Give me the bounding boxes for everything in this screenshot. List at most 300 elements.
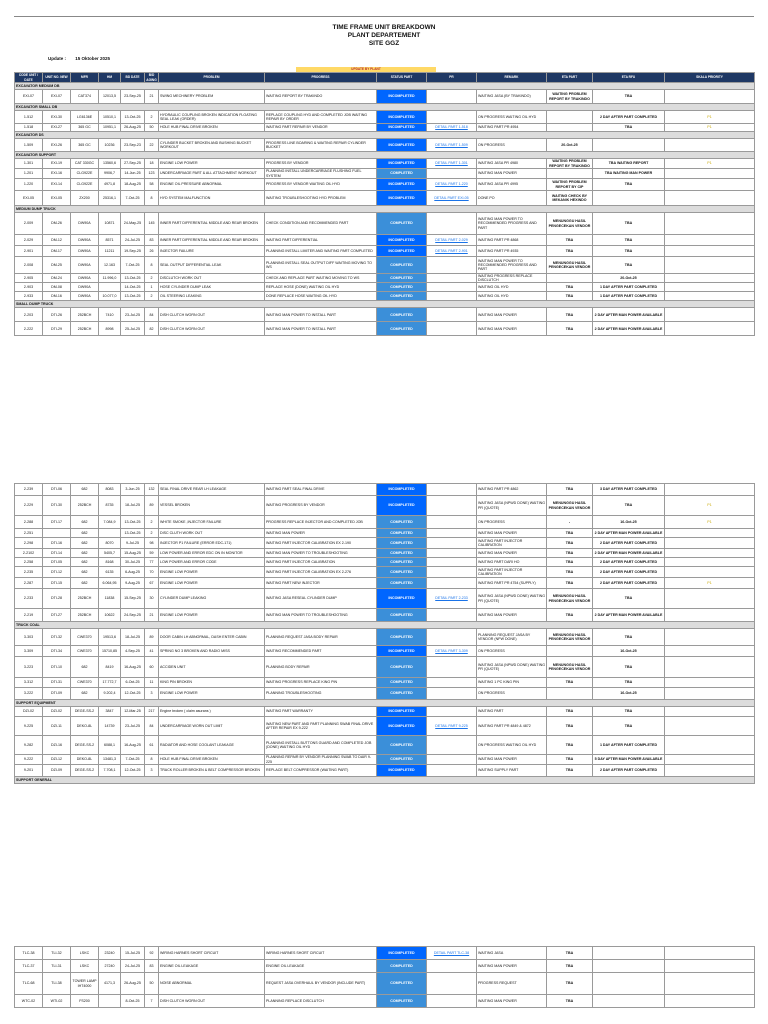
cell-mfr: 252BCH [71,308,99,322]
cell-problem: HOLE HUB FINAL DRIVE BROKEN [159,124,265,132]
cell-eta-part: MENUNGGU HASIL PENGECEKAN VENDOR [547,213,593,235]
cell-remark: ON PROGRESS [477,139,547,152]
cell-remark: WAITING OIL HYD [477,292,547,301]
cell-mfr: DEGE-SS-2 [71,707,99,717]
cell-bd-date: 3-Jun-25 [121,484,145,496]
table-row[interactable] [15,213,755,235]
cell-mfr: CWE370 [71,629,99,646]
cell-hm: 6088,1 [99,736,121,755]
cell-status-part: COMPLETED [377,578,427,589]
cell-problem: DISH CLUTCH WORN OUT [159,322,265,336]
cell-bd-date: 23-Sep-25 [121,90,145,104]
cell-remark: PLANNING REQUEST JASA BY VENDOR (NPW DONE) [477,629,547,646]
cell-status-part: COMPLETED [377,973,427,995]
table-row[interactable] [15,90,755,104]
cell-hm [99,283,121,292]
cell-problem: KING PIN BROKEN [159,678,265,688]
cell-pr[interactable]: DETAIL PART TLC-38 [427,947,477,960]
cell-eta-rfu: 1 DAY AFTER PART COMPLETED [593,283,665,292]
cell-bd-date: 9-Jul-25 [121,538,145,549]
table-row[interactable] [15,529,755,538]
cell-mfr: DW90A [71,246,99,257]
column-header-remark: REMARK [477,73,547,83]
cell-bd-date: 13-Oct-25 [121,292,145,301]
cell-eta-part: TBA [547,765,593,777]
cell-pr [427,688,477,700]
column-header-bd-aging: B/D AGING [146,73,157,82]
cell-unit-code: 2-287 [15,578,43,589]
cell-pr [427,549,477,558]
cell-status-part: COMPLETED [377,678,427,688]
table-row[interactable] [15,257,755,274]
cell-status-part: INCOMPLETED [377,90,427,104]
cell-progress: WAITING PROGRESS BY VENDOR [265,496,377,516]
cell-unit-code: 2-229 [15,496,43,516]
table-row[interactable] [15,538,755,549]
cell-bd-aging: 21 [145,609,159,622]
cell-remark: WAITING MAN POWER TO RECOMMENDED PROGRESS AND PART [477,257,547,274]
column-header-eta-part: ETA PART [547,73,593,83]
cell-problem: ACCIDEN UNIT [159,657,265,678]
cell-mfr: CAT 330GC [71,159,99,169]
table-row[interactable] [15,973,755,995]
cell-status-part: COMPLETED [377,274,427,283]
cell-progress: CHECK CONDITION AND RECOMMENDED PART [265,213,377,235]
cell-priority [665,246,755,257]
column-header-mfr: MFR [71,73,99,83]
cell-bd-date: 23-Jul-25 [121,717,145,736]
cell-unit-code: 3-222 [15,688,43,700]
cell-pr[interactable]: DETAIL PART 2-901 [427,246,477,257]
cell-progress: WAITING PART INJECTOR CALIBRATION [265,558,377,567]
cell-pr[interactable]: DETAIL PART 1-220 [427,179,477,191]
section-row [15,152,755,159]
cell-bd-aging: 98 [145,538,159,549]
table-row[interactable] [15,609,755,622]
cell-eta-part: TBA [547,995,593,1008]
cell-eta-part: WAITING PROBLEM REPORT BY CIP [547,179,593,191]
table-row[interactable] [15,179,755,191]
cell-priority: P1 [665,159,755,169]
section-row [15,777,755,784]
section-row [15,700,755,707]
cell-unit-no: DTI-16 [43,538,71,549]
cell-problem: SWING MECHINERY PROBLEM [159,90,265,104]
cell-pr[interactable]: DETAIL PART 3-309 [427,646,477,657]
cell-status-part: COMPLETED [377,538,427,549]
cell-eta-part [547,111,593,124]
table-row[interactable] [15,567,755,578]
cell-bd-date: 30-Jul-25 [121,558,145,567]
cell-bd-aging: 3 [145,765,159,777]
cell-unit-code: 2-219 [15,609,43,622]
cell-unit-code: 3-309 [15,646,43,657]
cell-problem: ENGINE LOW POWER [159,159,265,169]
cell-problem: WHITE SMOKE ,INJECTOR FAILURE [159,516,265,529]
cell-priority [665,257,755,274]
cell-bd-date: 12-Oct-25 [121,765,145,777]
cell-remark: WAITING PART INJECTOR CALIBRATION [477,567,547,578]
cell-priority [665,139,755,152]
cell-bd-date: 13-Oct-25 [121,111,145,124]
cell-bd-date: 23-Jul-25 [121,308,145,322]
section-label: MEDIUM DUMP TRUCK [15,206,755,213]
cell-eta-rfu: TBA [593,213,665,235]
table-row[interactable] [15,629,755,646]
cell-problem: INJECTOR FAILURE [159,246,265,257]
cell-remark: WAITING PART DARI HO [477,558,547,567]
cell-pr[interactable]: DETAIL PART 9-225 [427,717,477,736]
cell-unit-code: 9-222 [15,755,43,765]
cell-progress: PLANNING REQUEST JASA BODY REPAIR [265,629,377,646]
cell-bd-date: 26-Aug-25 [121,124,145,132]
breakdown-table-3 [14,946,755,1008]
table-row[interactable] [15,688,755,700]
cell-status-part: COMPLETED [377,558,427,567]
report-header [0,24,768,48]
cell-problem: SEAL FINAL DRIVE REAR LH LEAKAGE [159,484,265,496]
cell-eta-part: TBA [547,960,593,973]
cell-eta-rfu: 2 DAY AFTER MAN POWER AVAILABLE [593,308,665,322]
cell-progress: WAITING PART SEAL FINAL DRIVE [265,484,377,496]
cell-problem: CYLINDER DUMP LEAKING [159,589,265,609]
table-row[interactable] [15,558,755,567]
cell-eta-rfu: TBA [593,707,665,717]
cell-unit-code: 2-203 [15,308,43,322]
cell-bd-aging: 89 [145,496,159,516]
table-row[interactable] [15,159,755,169]
cell-bd-date: 25-Jul-25 [121,322,145,336]
table-row[interactable] [15,646,755,657]
cell-progress: PLANNING REPAIR BY VENDOR PLANNING SWAB TO DAIR 9-225 [265,755,377,765]
cell-bd-aging: 2 [145,529,159,538]
table-row[interactable] [15,678,755,688]
cell-remark: DONE PO [477,191,547,206]
cell-remark: WAITING JASA (BY TRAKINDO) [477,90,547,104]
cell-bd-date: 24-Jul-25 [121,960,145,973]
table-row[interactable] [15,274,755,283]
cell-mfr: 682 [71,549,99,558]
cell-unit-no: EXI-30 [43,111,71,124]
cell-bd-aging: 50 [145,973,159,995]
table-row[interactable] [15,707,755,717]
table-row[interactable] [15,308,755,322]
cell-bd-date: 24-Sep-25 [121,609,145,622]
cell-bd-aging: 2 [145,274,159,283]
table-row[interactable] [15,246,755,257]
cell-problem: DISH CLUTCH WORN OUT [159,995,265,1008]
cell-status-part: COMPLETED [377,257,427,274]
cell-hm: 13560,6 [99,159,121,169]
cell-eta-rfu [593,191,665,206]
cell-progress: WAITING MAN POWER TO INSTALL PART [265,308,377,322]
cell-unit-code: 2-008 [15,257,43,274]
table-row[interactable] [15,191,755,206]
cell-problem: CYLINDER BUCKET BROKEN AND BUSHING BUCKET WORKOUT [159,139,265,152]
cell-pr[interactable]: DETAIL PART 1-518 [427,124,477,132]
cell-hm: 15710,85 [99,646,121,657]
cell-eta-part: MENUNGGU HASIL PENGECEKAN VENDOR [547,257,593,274]
cell-status-part: INCOMPLETED [377,947,427,960]
cell-remark: WAITING PART PR 4754 (SUPPLY) [477,578,547,589]
cell-eta-part: TBA [547,529,593,538]
cell-mfr: 682 [71,529,99,538]
cell-pr [427,973,477,995]
cell-eta-rfu: TBA [593,589,665,609]
cell-remark: WAITING MAN POWER TO RECOMMENDED PROGRESS AND PART [477,213,547,235]
cell-hm: 9.202,4 [99,688,121,700]
cell-bd-aging: 2 [145,292,159,301]
table-row[interactable] [15,124,755,132]
cell-hm: 25316,1 [99,191,121,206]
cell-problem: INNER PART DIFFERENTIAL MIDDLE AND REAR BROKEN [159,235,265,246]
cell-unit-no: DTI-05 [43,558,71,567]
update-line [48,56,110,61]
cell-eta-part: TBA [547,947,593,960]
cell-unit-no: DTI-27 [43,609,71,622]
cell-status-part: INCOMPLETED [377,179,427,191]
column-header-bd-date: BD DATE [121,73,145,83]
cell-eta-rfu: TBA [593,179,665,191]
cell-unit-code: 1-220 [15,179,43,191]
cell-eta-part: TBA [547,246,593,257]
cell-pr [427,292,477,301]
cell-eta-rfu: 2 DAY AFTER PART COMPLETED [593,111,665,124]
cell-problem: ENGINE LOW POWER [159,688,265,700]
section-row [15,104,755,111]
cell-bd-aging: 61 [145,736,159,755]
cell-problem: RADIATOR AND HOSE COOLANT LEAKAGE [159,736,265,755]
cell-unit-code: 2-298 [15,538,43,549]
column-header-unit-code: CODE UNIT / DATE [15,73,43,83]
cell-status-part: COMPLETED [377,736,427,755]
cell-unit-code: DZI-02 [15,707,43,717]
cell-problem: ENGINE LOW POWER [159,609,265,622]
cell-unit-no: DM-26 [43,213,71,235]
table-row[interactable] [15,111,755,124]
cell-unit-code: 1-509 [15,139,43,152]
cell-remark: WAITING PART PR 4862 [477,484,547,496]
table-row[interactable] [15,235,755,246]
cell-bd-aging: 77 [145,558,159,567]
cell-priority [665,90,755,104]
cell-bd-aging: 41 [145,646,159,657]
table-row[interactable] [15,496,755,516]
cell-progress: PLANNING INSTALL LIMITER AND WAITING PART COMPLETED [265,246,377,257]
cell-mfr: 252BCH [71,322,99,336]
cell-hm: 4971,8 [99,179,121,191]
cell-remark: WAITING JASA [477,947,547,960]
cell-unit-code: EXI-05 [15,191,43,206]
cell-hm: 9906,7 [99,169,121,179]
cell-bd-date: 6-Oct-25 [121,678,145,688]
cell-problem: DISH CLUTCH WORN OUT [159,308,265,322]
section-label: EXCAVATOR MEDIUM DB [15,83,755,90]
cell-priority [665,609,755,622]
cell-pr [427,283,477,292]
cell-mfr: DEGE-SS-2 [71,736,99,755]
cell-priority: P1 [665,516,755,529]
cell-bd-aging: 83 [145,960,159,973]
cell-mfr: 682 [71,558,99,567]
cell-pr[interactable]: DETAIL PART EXI-05 [427,191,477,206]
cell-mfr: CLG922E [71,169,99,179]
cell-bd-date: 23-Sep-23 [121,139,145,152]
table-row[interactable] [15,283,755,292]
table-row[interactable] [15,322,755,336]
cell-progress: REPLACE BELT COMPRESSOR (WAITING PART) [265,765,377,777]
cell-eta-rfu: TBA [593,235,665,246]
table-row[interactable] [15,947,755,960]
cell-bd-date: 7-Oct-25 [121,257,145,274]
cell-eta-part: TBA [547,292,593,301]
cell-bd-date: 27-Sep-25 [121,159,145,169]
cell-priority [665,755,755,765]
cell-eta-part: WAITING CHECK BY MEKANIK HEXINDO [547,191,593,206]
cell-eta-part [547,169,593,179]
cell-hm: 8571 [99,235,121,246]
cell-remark: WAITING 1 PC KING PIN [477,678,547,688]
cell-priority [665,657,755,678]
table-header-row [15,73,755,83]
cell-eta-rfu: TBA WAITING REPORT [593,159,665,169]
cell-unit-no: DM-17 [43,246,71,257]
cell-progress: PROGRESS LINE BOARING & WAITING REPAIR CYLINDER BUCKET [265,139,377,152]
cell-progress: PLANNING REPLACE DISCLUTCH [265,995,377,1008]
cell-hm: 10871 [99,213,121,235]
cell-status-part: INCOMPLETED [377,484,427,496]
cell-pr[interactable]: DETAIL PART 2-029 [427,235,477,246]
cell-mfr: DEKO-8L [71,717,99,736]
table-row[interactable] [15,995,755,1008]
cell-pr[interactable]: DETAIL PART 2-233 [427,589,477,609]
cell-unit-no: DTI-15 [43,578,71,589]
cell-hm: 13481,3 [99,755,121,765]
cell-priority [665,322,755,336]
cell-priority: P1 [665,496,755,516]
cell-unit-no: DTI-29 [43,322,71,336]
cell-unit-no: DZI-16 [43,736,71,755]
table-row[interactable] [15,578,755,589]
cell-bd-aging: 2 [145,111,159,124]
cell-status-part: INCOMPLETED [377,246,427,257]
cell-unit-no: DTI-10 [43,657,71,678]
cell-bd-aging: 8 [145,191,159,206]
cell-remark: WAITING MAN POWER [477,529,547,538]
cell-problem: HYDRAULIC COUPLING BROKEN INDICATION FLOATING SEAL LEAK (ORDER) [159,111,265,124]
cell-unit-code: 1-518 [15,124,43,132]
cell-eta-part: TBA [547,736,593,755]
cell-pr [427,657,477,678]
cell-unit-no: DTI-32 [43,629,71,646]
cell-problem: INNER PART DIFFERENTIAL MIDDLE AND REAR BROKEN [159,213,265,235]
table-row[interactable] [15,960,755,973]
cell-eta-part [547,646,593,657]
cell-priority [665,589,755,609]
table-row[interactable] [15,484,755,496]
cell-progress: WAITING PART WARRANTY [265,707,377,717]
cell-remark: WAITING MAN POWER [477,755,547,765]
cell-pr [427,516,477,529]
cell-bd-aging: 60 [145,657,159,678]
section-label: SUPPORT EQUIPMENT [15,700,755,707]
table-row[interactable] [15,292,755,301]
cell-pr [427,213,477,235]
cell-eta-rfu [593,960,665,973]
table-row[interactable] [15,169,755,179]
cell-mfr: CWE370 [71,646,99,657]
cell-eta-part: TBA [547,558,593,567]
cell-unit-code: 2-258 [15,558,43,567]
cell-eta-part: TBA [547,707,593,717]
cell-hm: 10622 [99,609,121,622]
cell-mfr: DEKO-8L [71,755,99,765]
table-row[interactable] [15,717,755,736]
cell-eta-rfu [593,947,665,960]
cell-mfr: CWE370 [71,678,99,688]
table-row[interactable] [15,755,755,765]
cell-unit-no: DTI-06 [43,484,71,496]
cell-progress: WAITING JASA RESEAL CYLINDER DUMP [265,589,377,609]
cell-unit-no: DM-08 [43,283,71,292]
cell-eta-part: WAITING PROBLEM REPORT BY TRAKINDO [547,159,593,169]
cell-unit-no: DM-24 [43,274,71,283]
cell-bd-aging: 59 [145,549,159,558]
table-row[interactable] [15,736,755,755]
cell-progress: WAITING TROUBLESHOOTING HYD PROBLEM [265,191,377,206]
cell-pr [427,90,477,104]
cell-status-part: COMPLETED [377,960,427,973]
cell-eta-rfu: TBA [593,678,665,688]
cell-pr [427,558,477,567]
cell-bd-date: 18-Aug-25 [121,179,145,191]
cell-unit-no: DTI-14 [43,549,71,558]
cell-problem: ENGINE LOW POWER [159,567,265,578]
cell-bd-aging: 84 [145,308,159,322]
cell-bd-aging: 217 [145,707,159,717]
cell-unit-no: WTI-02 [43,995,71,1008]
cell-remark: WAITING PART PR 4954 [477,124,547,132]
cell-progress: REPLACE HOSE (DONE) WAITING OIL HYD [265,283,377,292]
cell-priority [665,646,755,657]
cell-pr[interactable]: DETAIL PART 1-509 [427,139,477,152]
cell-remark: WAITING PART PR 4849 & 4872 [477,717,547,736]
table-row[interactable] [15,516,755,529]
table-row[interactable] [15,139,755,152]
cell-mfr: LSKC [71,960,99,973]
report-site: SITE GGZ [368,40,400,47]
cell-bd-date: 24-May-25 [121,213,145,235]
cell-bd-date: 4-Sep-25 [121,646,145,657]
table-row[interactable] [15,657,755,678]
cell-pr[interactable]: DETAIL PART 1-301 [427,159,477,169]
cell-unit-no: DTI-12 [43,567,71,578]
cell-unit-no: TLI-38 [43,973,71,995]
cell-bd-date: 19-Sep-25 [121,246,145,257]
cell-priority: P1 [665,124,755,132]
cell-status-part: COMPLETED [377,755,427,765]
cell-pr [427,111,477,124]
table-row[interactable] [15,765,755,777]
cell-status-part: INCOMPLETED [377,765,427,777]
cell-bd-date: 26-Aug-25 [121,973,145,995]
cell-remark: WAITING SUPPLY PART [477,765,547,777]
cell-hm: 12.163 [99,257,121,274]
cell-progress: WAITING PART DIFFERENTIAL [265,235,377,246]
table-row[interactable] [15,549,755,558]
table-row[interactable] [15,589,755,609]
cell-bd-aging: 2 [145,516,159,529]
